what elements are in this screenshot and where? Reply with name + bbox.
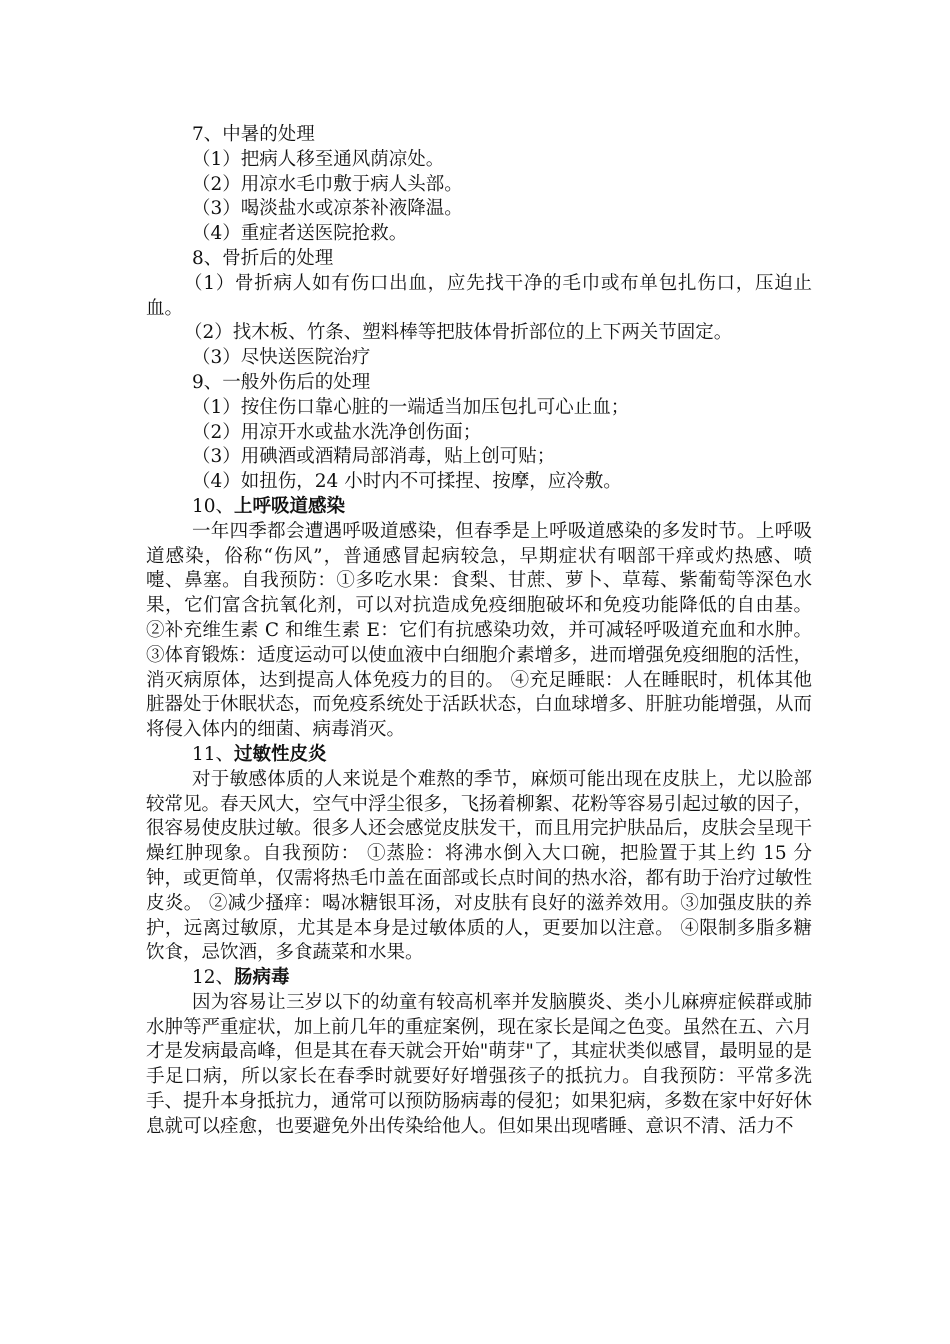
document-body xyxy=(146,123,812,1140)
list-item: （2）用凉水毛巾敷于病人头部。 xyxy=(192,173,463,195)
list-item: （1）骨折病人如有伤口出血，应先找干净的毛巾或布单包扎伤口，压迫止血。 xyxy=(146,272,812,319)
list-item: （3）用碘酒或酒精局部消毒，贴上创可贴； xyxy=(192,446,556,468)
list-item: （4）如扭伤，24 小时内不可揉捏、按摩，应冷敷。 xyxy=(192,471,622,493)
section-heading-trauma: 9、一般外伤后的处理 xyxy=(192,371,371,393)
list-item: （3）喝淡盐水或凉茶补液降温。 xyxy=(192,198,463,220)
section-title: 上呼吸道感染 xyxy=(234,495,346,517)
section-title: 肠病毒 xyxy=(234,967,290,989)
list-item: （1）把病人移至通风荫凉处。 xyxy=(192,148,445,170)
section-number: 10、 xyxy=(192,495,235,517)
section-heading-heatstroke: 7、中暑的处理 xyxy=(192,124,315,145)
section-paragraph: 对于敏感体质的人来说是个难熬的季节，麻烦可能出现在皮肤上，尤以脸部较常见。春天风大，空气中浮尘很多，飞扬着柳絮、花粉等容易引起过敏的因子，很容易使皮肤过敏。很多人还会感觉皮肤发干，而且用完护肤品后，皮肤会呈现干燥红肿现象。自我预防： ①蒸脸：将沸水倒入大口碗，把脸置于其上约 15 分钟，或更简单，仅需将热毛巾盖在面部或长点时间的热水浴，都有助于治疗过敏性皮炎。 ②减少搔痒：喝冰糖银耳汤，对皮肤有良好的滋养效用。③加强皮肤的养护，远离过敏原，尤其是本身是过敏体质的人，更要加以注意。 ④限制多脂多糖饮食，忌饮酒，多食蔬菜和水果。 xyxy=(146,768,813,964)
list-item: （2）找木板、竹条、塑料棒等把肢体骨折部位的上下两关节固定。 xyxy=(184,322,733,344)
section-heading-fracture: 8、骨折后的处理 xyxy=(192,247,334,269)
section-heading-dermatitis xyxy=(146,743,812,768)
section-paragraph: 一年四季都会遭遇呼吸道感染，但春季是上呼吸道感染的多发时节。上呼吸道感染，俗称“伤风”，普通感冒起病较急，早期症状有咽部干痒或灼热感、喷嚏、鼻塞。自我预防：①多吃水果：食梨、甘蔗、萝卜、草莓、紫葡萄等深色水果，它们富含抗氧化剂，可以对抗造成免疫细胞破坏和免疫功能降低的自由基。 ②补充维生素 C 和维生素 E：它们有抗感染功效，并可减轻呼吸道充血和水肿。 ③体育锻炼：适度运动可以使血液中白细胞介素增多，进而增强免疫细胞的活性，消灭病原体，达到提高人体免疫力的目的。 ④充足睡眠：人在睡眠时，机体其他脏器处于休眠状态，而免疫系统处于活跃状态，白血球增多、肝脏功能增强，从而将侵入体内的细菌、病毒消灭。 xyxy=(146,520,813,741)
section-title: 过敏性皮炎 xyxy=(234,743,327,765)
list-item: （3）尽快送医院治疗 xyxy=(192,347,371,369)
list-item: （4）重症者送医院抢救。 xyxy=(192,223,408,245)
section-number: 11、 xyxy=(192,743,235,765)
section-paragraph: 因为容易让三岁以下的幼童有较高机率并发脑膜炎、类小儿麻痹症候群或肺水肿等严重症状，加上前几年的重症案例，现在家长是闻之色变。虽然在五、六月才是发病最高峰，但是其在春天就会开始"萌芽"了，其症状类似感冒，最明显的是手足口病，所以家长在春季时就要好好增强孩子的抵抗力。自我预防：平常多洗手、提升本身抵抗力，通常可以预防肠病毒的侵犯；如果犯病，多数在家中好好休息就可以痊愈，也要避免外出传染给他人。但如果出现嗜睡、意识不清、活力不 xyxy=(146,991,813,1137)
list-item: （1）按住伤口靠心脏的一端适当加压包扎可心止血； xyxy=(192,396,630,418)
section-heading-respiratory xyxy=(146,495,812,520)
section-heading-enterovirus xyxy=(146,966,812,991)
section-number: 12、 xyxy=(192,967,235,989)
list-item: （2）用凉开水或盐水洗净创伤面； xyxy=(192,421,482,443)
